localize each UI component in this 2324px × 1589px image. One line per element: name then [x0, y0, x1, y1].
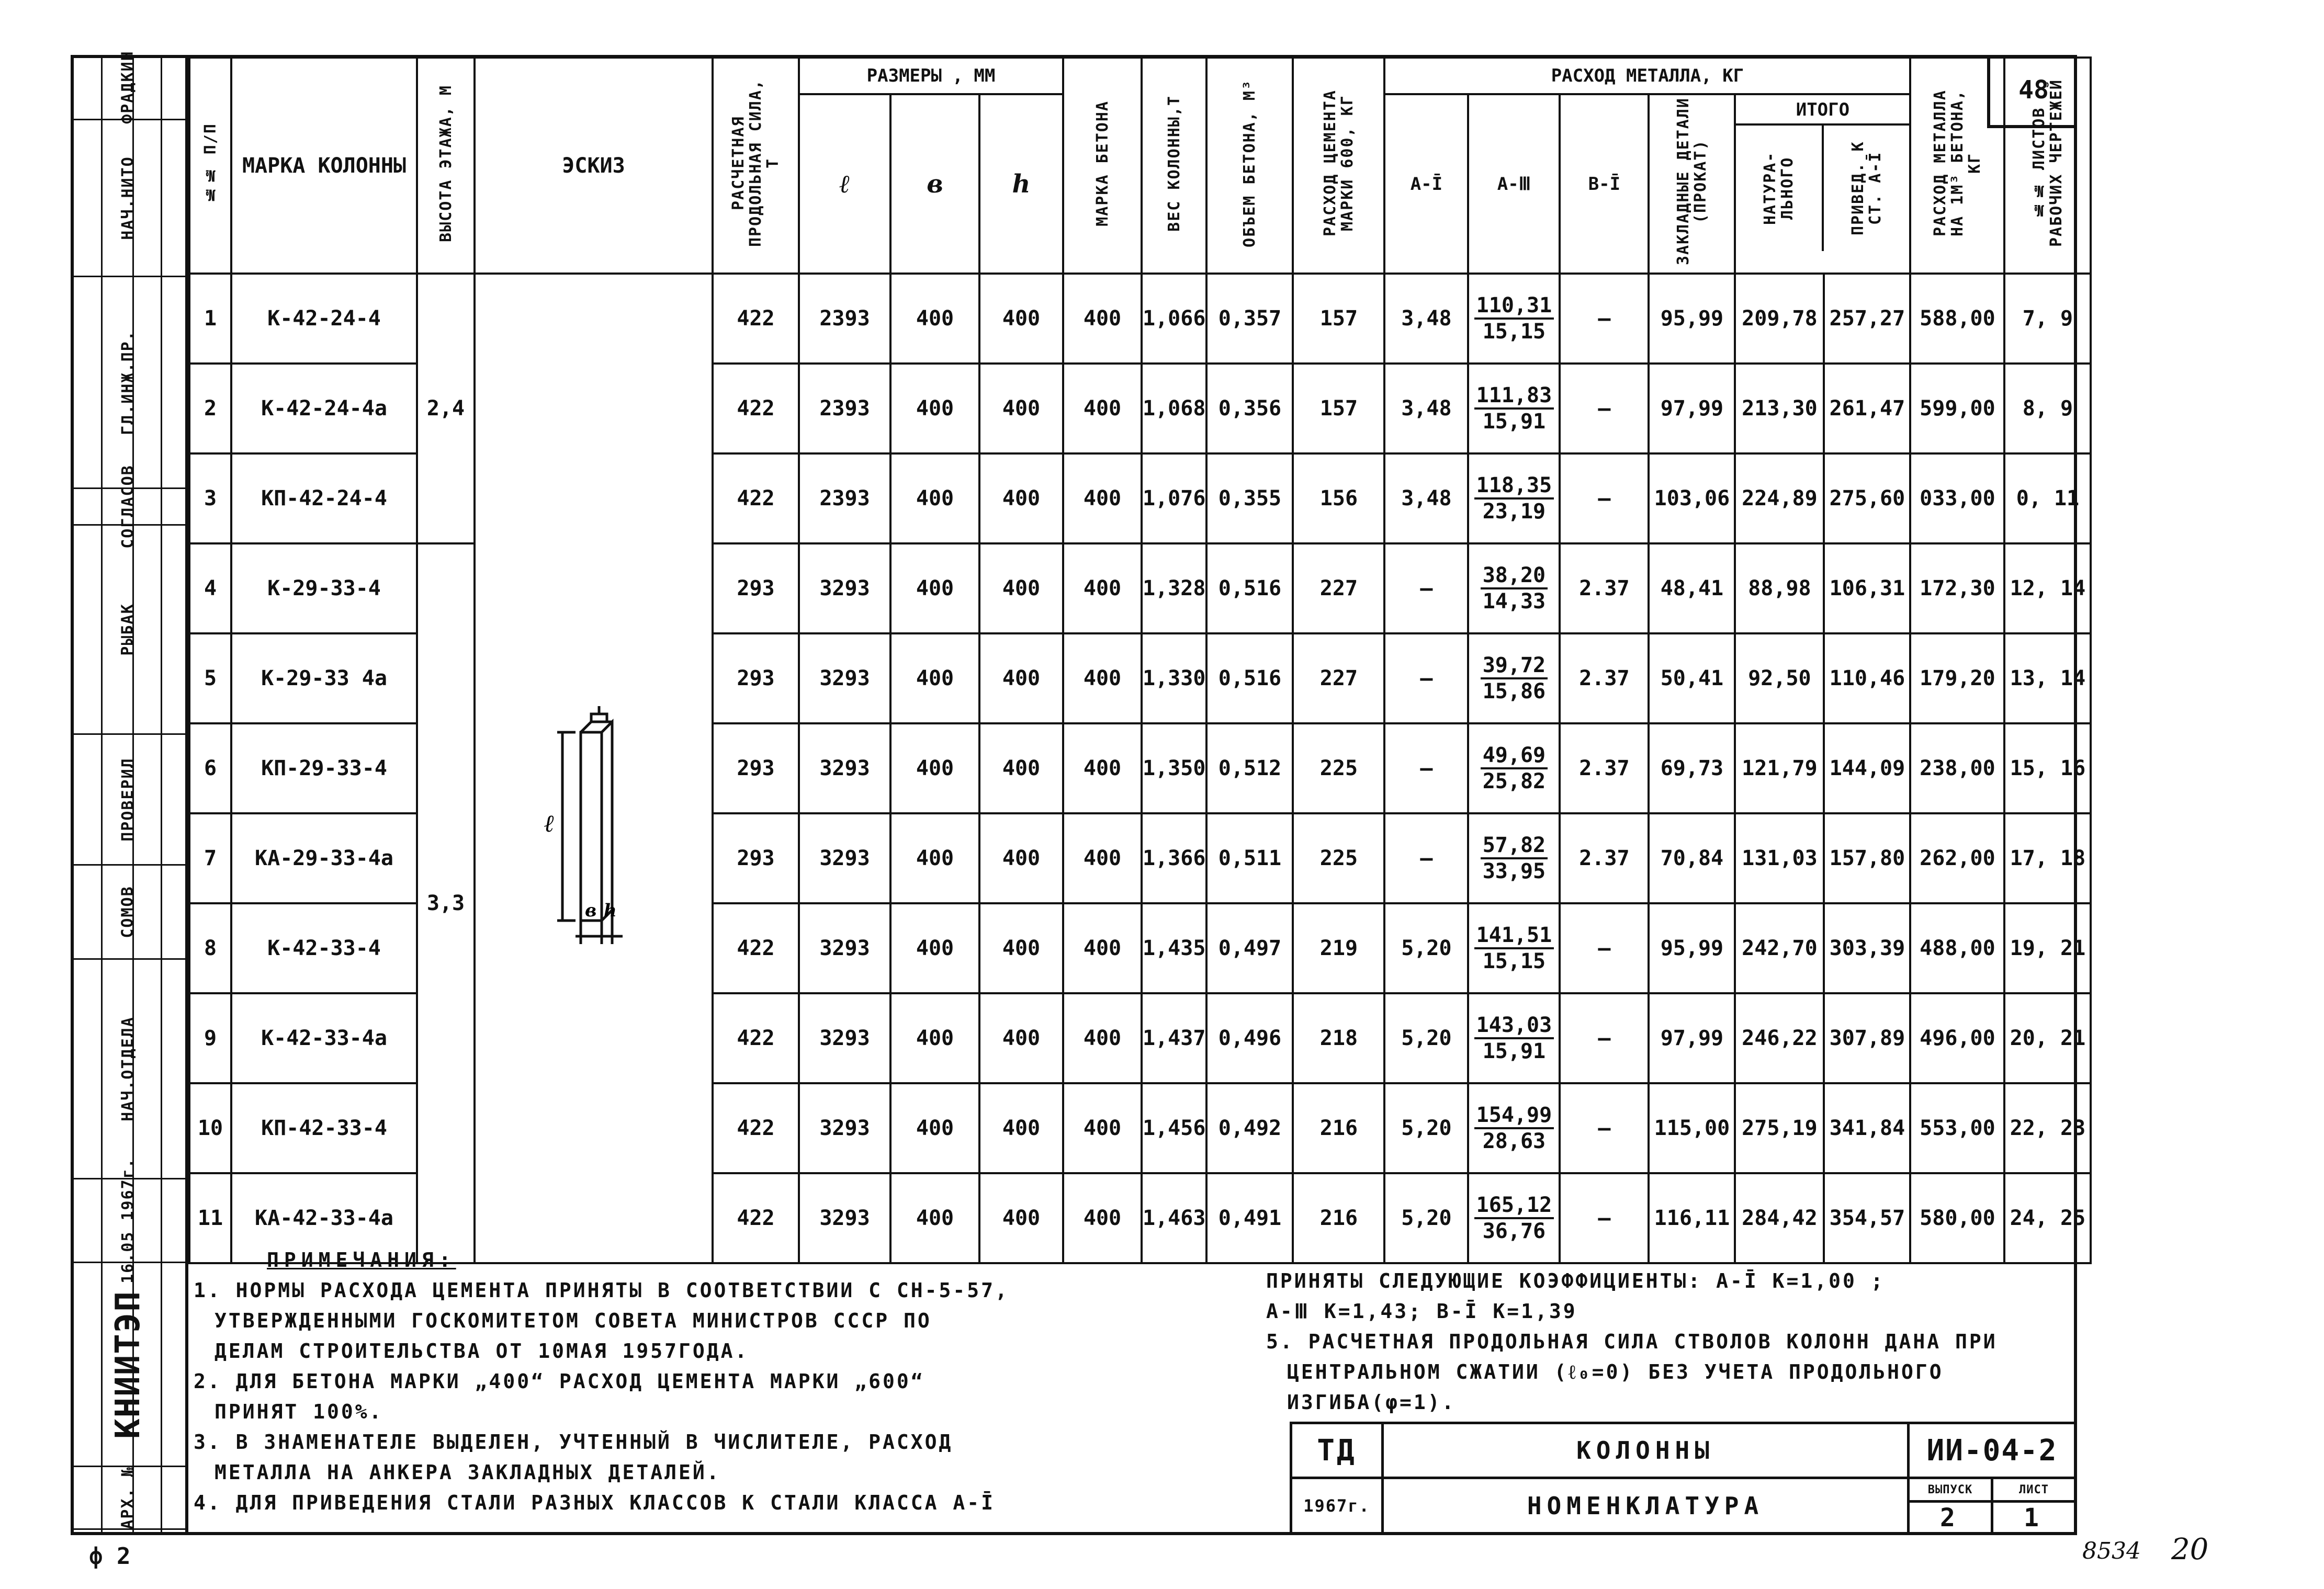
cell-b1: — [1560, 1083, 1649, 1173]
cell-h: 400 [979, 723, 1063, 813]
note-line: ЦЕНТРАЛЬНОМ СЖАТИИ (ℓ₀=0) БЕЗ УЧЕТА ПРОДОЛЬНОГО [1287, 1360, 1944, 1383]
cell-b: 400 [890, 543, 979, 633]
a3-numerator: 38,20 [1481, 563, 1548, 589]
col-total-header: ИТОГО НАТУРА-ЛЬНОГО ПРИВЕД. К СТ. А-Ī [1735, 94, 1910, 274]
cell-a3 [1468, 274, 1560, 364]
cell-a1: 5,20 [1384, 1173, 1468, 1263]
a3-denominator: 23,19 [1482, 500, 1546, 524]
cell-a1: 5,20 [1384, 903, 1468, 993]
cell-emb: 116,11 [1649, 1173, 1735, 1263]
cell-a1: — [1384, 813, 1468, 903]
cell-nat: 88,98 [1735, 543, 1824, 633]
row-number: 2 [189, 364, 231, 453]
col-mark-header: МАРКА КОЛОННЫ [231, 58, 417, 274]
cell-l: 3293 [799, 1173, 890, 1263]
column-mark: К-29-33 4а [231, 633, 417, 723]
sketch-b-label: в [585, 900, 597, 921]
cell-conc: 400 [1063, 1173, 1142, 1263]
cell-a1: — [1384, 723, 1468, 813]
sketch-h-label: h [604, 900, 617, 921]
cell-l: 2393 [799, 453, 890, 543]
cell-emb: 115,00 [1649, 1083, 1735, 1173]
note-line: 5. РАСЧЕТНАЯ ПРОДОЛЬНАЯ СИЛА СТВОЛОВ КОЛОНН ДАНА ПРИ [1266, 1330, 1998, 1353]
cell-emb: 70,84 [1649, 813, 1735, 903]
cell-b1: — [1560, 453, 1649, 543]
a3-denominator: 15,15 [1482, 320, 1546, 344]
column-mark: К-42-33-4 [231, 903, 417, 993]
cell-c: 227 [1293, 633, 1384, 723]
row-number: 4 [189, 543, 231, 633]
a3-numerator: 111,83 [1474, 383, 1554, 410]
cell-a1: — [1384, 543, 1468, 633]
sketch-l-label: ℓ [544, 809, 555, 837]
note-line: 3. В ЗНАМЕНАТЕЛЕ ВЫДЕЛЕН, УЧТЕННЫЙ В ЧИСЛИТЕЛЕ, РАСХОД [194, 1431, 953, 1454]
row-number: 8 [189, 903, 231, 993]
cell-red: 144,09 [1824, 723, 1910, 813]
row-number: 9 [189, 993, 231, 1083]
note-line: ДЕЛАМ СТРОИТЕЛЬСТВА ОТ 10МАЯ 1957ГОДА. [215, 1340, 749, 1363]
cell-a1: 3,48 [1384, 274, 1468, 364]
a3-denominator: 15,91 [1482, 1039, 1546, 1063]
cell-emb: 69,73 [1649, 723, 1735, 813]
cell-b1: 2.37 [1560, 723, 1649, 813]
note-line: 1. НОРМЫ РАСХОДА ЦЕМЕНТА ПРИНЯТЫ В СООТВЕТСТВИИ С СН-5-57, [194, 1279, 1009, 1302]
cell-c: 216 [1293, 1173, 1384, 1263]
row-number: 3 [189, 453, 231, 543]
cell-force: 422 [713, 1083, 799, 1173]
cell-red: 354,57 [1824, 1173, 1910, 1263]
cell-sh: 12, 14 [2004, 543, 2091, 633]
a3-numerator: 57,82 [1481, 833, 1548, 859]
col-concrete-header: МАРКА БЕТОНА [1063, 58, 1142, 274]
cell-b: 400 [890, 903, 979, 993]
cell-red: 106,31 [1824, 543, 1910, 633]
cell-w: 1,463 [1142, 1173, 1206, 1263]
cell-red: 157,80 [1824, 813, 1910, 903]
a3-denominator: 15,15 [1482, 949, 1546, 973]
row-number: 6 [189, 723, 231, 813]
cell-c: 219 [1293, 903, 1384, 993]
cell-b: 400 [890, 1083, 979, 1173]
cell-force: 293 [713, 543, 799, 633]
tb-title1: КОЛОННЫ [1381, 1422, 1910, 1479]
a3-denominator: 33,95 [1482, 859, 1546, 883]
col-h-header: h [979, 94, 1063, 274]
tb-vyp-label: ВЫПУСК [1907, 1477, 1993, 1503]
strip-role: НАЧ.НИТО [119, 156, 137, 240]
cell-m3: 588,00 [1910, 274, 2004, 364]
col-embedded-header: ЗАКЛАДНЫЕ ДЕТАЛИ (ПРОКАТ) [1649, 94, 1735, 274]
cell-force: 422 [713, 274, 799, 364]
cell-v: 0,496 [1206, 993, 1293, 1083]
cell-conc: 400 [1063, 543, 1142, 633]
cell-w: 1,076 [1142, 453, 1206, 543]
cell-sh: 0, 11 [2004, 453, 2091, 543]
cell-a1: 5,20 [1384, 993, 1468, 1083]
cell-sh: 8, 9 [2004, 364, 2091, 453]
cell-a3 [1468, 543, 1560, 633]
col-b1-header: В-Ī [1560, 94, 1649, 274]
cell-h: 400 [979, 274, 1063, 364]
floor-height: 3,3 [417, 543, 475, 1263]
cell-c: 216 [1293, 1083, 1384, 1173]
cell-w: 1,366 [1142, 813, 1206, 903]
cell-v: 0,516 [1206, 633, 1293, 723]
tb-year: 1967г. [1290, 1477, 1384, 1535]
title-strip [71, 50, 188, 1535]
cell-sh: 19, 21 [2004, 903, 2091, 993]
strip-role: ГЛ.ИНЖ.ПР. [119, 330, 137, 435]
row-number: 1 [189, 274, 231, 364]
col-dims-header: РАЗМЕРЫ , ММ [799, 58, 1063, 94]
cell-b1: — [1560, 993, 1649, 1083]
cell-v: 0,511 [1206, 813, 1293, 903]
cell-conc: 400 [1063, 274, 1142, 364]
col-natural-header: НАТУРА-ЛЬНОГО [1761, 151, 1797, 225]
cell-b: 400 [890, 1173, 979, 1263]
strip-date: 16.05 1967г. [119, 1157, 137, 1284]
cell-l: 3293 [799, 1083, 890, 1173]
title-block [1290, 1422, 2077, 1535]
cell-m3: 553,00 [1910, 1083, 2004, 1173]
cell-h: 400 [979, 813, 1063, 903]
cell-l: 2393 [799, 364, 890, 453]
cell-nat: 92,50 [1735, 633, 1824, 723]
cell-red: 307,89 [1824, 993, 1910, 1083]
cell-h: 400 [979, 633, 1063, 723]
col-num-header: №№ П/П [189, 58, 231, 274]
cell-h: 400 [979, 364, 1063, 453]
cell-b1: 2.37 [1560, 633, 1649, 723]
cell-a3 [1468, 633, 1560, 723]
a3-numerator: 110,31 [1474, 293, 1554, 320]
cell-w: 1,328 [1142, 543, 1206, 633]
a3-numerator: 141,51 [1474, 923, 1554, 949]
cell-sh: 24, 25 [2004, 1173, 2091, 1263]
cell-m3: 238,00 [1910, 723, 2004, 813]
cell-nat: 275,19 [1735, 1083, 1824, 1173]
cell-m3: 262,00 [1910, 813, 2004, 903]
cell-b: 400 [890, 813, 979, 903]
cell-force: 422 [713, 364, 799, 453]
cell-conc: 400 [1063, 453, 1142, 543]
cell-b: 400 [890, 723, 979, 813]
column-mark: КП-29-33-4 [231, 723, 417, 813]
cell-l: 3293 [799, 723, 890, 813]
cell-sh: 13, 14 [2004, 633, 2091, 723]
cell-h: 400 [979, 1173, 1063, 1263]
cell-a1: 3,48 [1384, 364, 1468, 453]
col-weight-header: ВЕС КОЛОННЫ,Т [1142, 58, 1206, 274]
column-mark: К-29-33-4 [231, 543, 417, 633]
strip-role: РЫБАК [119, 603, 137, 656]
cell-red: 110,46 [1824, 633, 1910, 723]
cell-h: 400 [979, 543, 1063, 633]
cell-h: 400 [979, 453, 1063, 543]
strip-arch: АРХ. № [119, 1466, 137, 1529]
tb-code: ИИ-04-2 [1907, 1422, 2077, 1479]
col-cement-header: РАСХОД ЦЕМЕНТА МАРКИ 600, КГ [1293, 58, 1384, 274]
tb-sheet: 1 [1991, 1500, 2077, 1535]
cell-a3 [1468, 723, 1560, 813]
column-mark: К-42-24-4 [231, 274, 417, 364]
cell-conc: 400 [1063, 633, 1142, 723]
cell-nat: 284,42 [1735, 1173, 1824, 1263]
cell-sh: 17, 18 [2004, 813, 2091, 903]
tb-td: ТД [1290, 1422, 1384, 1479]
a3-numerator: 143,03 [1474, 1013, 1554, 1039]
cell-conc: 400 [1063, 993, 1142, 1083]
cell-force: 422 [713, 453, 799, 543]
note-line: А-Ⅲ К=1,43; В-Ī К=1,39 [1266, 1300, 1577, 1323]
cell-v: 0,355 [1206, 453, 1293, 543]
a3-denominator: 14,33 [1482, 589, 1546, 614]
cell-w: 1,068 [1142, 364, 1206, 453]
page-index: 20 [2171, 1533, 2209, 1567]
col-force-header: РАСЧЕТНАЯ ПРОДОЛЬНАЯ СИЛА, Т [713, 58, 799, 274]
table-row [189, 274, 2091, 364]
col-perm3-header: РАСХОД МЕТАЛЛА НА 1М³ БЕТОНА, КГ [1910, 58, 2004, 274]
cell-c: 227 [1293, 543, 1384, 633]
cell-red: 303,39 [1824, 903, 1910, 993]
col-a1-header: А-Ī [1384, 94, 1468, 274]
cell-emb: 103,06 [1649, 453, 1735, 543]
archive-number: 8534 [2082, 1538, 2141, 1564]
cell-conc: 400 [1063, 364, 1142, 453]
cell-red: 261,47 [1824, 364, 1910, 453]
cell-sh: 22, 23 [2004, 1083, 2091, 1173]
cell-nat: 131,03 [1735, 813, 1824, 903]
notes-title: ПРИМЕЧАНИЯ: [267, 1248, 456, 1272]
cell-a1: 3,48 [1384, 453, 1468, 543]
cell-a3 [1468, 364, 1560, 453]
cell-conc: 400 [1063, 813, 1142, 903]
cell-c: 157 [1293, 364, 1384, 453]
cell-sh: 7, 9 [2004, 274, 2091, 364]
cell-a3 [1468, 1083, 1560, 1173]
column-sketch [534, 701, 670, 952]
cell-m3: 488,00 [1910, 903, 2004, 993]
cell-v: 0,492 [1206, 1083, 1293, 1173]
bottom-left-mark: ф 2 [89, 1543, 131, 1570]
cell-force: 422 [713, 903, 799, 993]
cell-a3 [1468, 1173, 1560, 1263]
cell-c: 225 [1293, 813, 1384, 903]
cell-b1: — [1560, 1173, 1649, 1263]
a3-denominator: 28,63 [1482, 1129, 1546, 1153]
row-number: 11 [189, 1173, 231, 1263]
a3-denominator: 25,82 [1482, 769, 1546, 793]
cell-emb: 97,99 [1649, 364, 1735, 453]
column-mark: К-42-33-4а [231, 993, 417, 1083]
page-number: 48 [2018, 75, 2049, 105]
cell-nat: 224,89 [1735, 453, 1824, 543]
cell-w: 1,437 [1142, 993, 1206, 1083]
cell-a1: 5,20 [1384, 1083, 1468, 1173]
cell-c: 218 [1293, 993, 1384, 1083]
cell-w: 1,330 [1142, 633, 1206, 723]
cell-force: 422 [713, 993, 799, 1083]
cell-a3 [1468, 453, 1560, 543]
a3-denominator: 15,91 [1482, 410, 1546, 434]
nomenclature-table [188, 56, 2092, 1264]
column-mark: КП-42-24-4 [231, 453, 417, 543]
note-line: ИЗГИБА(φ=1). [1287, 1391, 1456, 1414]
cell-l: 3293 [799, 903, 890, 993]
col-b-header: в [890, 94, 979, 274]
col-sheets-header: №№ ЛИСТОВ РАБОЧИХ ЧЕРТЕЖЕЙ [2004, 58, 2091, 274]
a3-numerator: 118,35 [1474, 473, 1554, 500]
strip-role: СОМОВ [119, 886, 137, 938]
cell-m3: 172,30 [1910, 543, 2004, 633]
cell-b: 400 [890, 633, 979, 723]
cell-emb: 95,99 [1649, 903, 1735, 993]
col-height-header: ВЫСОТА ЭТАЖА, М [417, 58, 475, 274]
a3-denominator: 15,86 [1482, 679, 1546, 703]
column-mark: К-42-24-4а [231, 364, 417, 453]
col-reduced-header: ПРИВЕД. К СТ. А-Ī [1848, 141, 1885, 236]
row-number: 7 [189, 813, 231, 903]
cell-a3 [1468, 993, 1560, 1083]
cell-m3: 599,00 [1910, 364, 2004, 453]
tb-sheet-label: ЛИСТ [1991, 1477, 2077, 1503]
note-line: ПРИНЯТЫ СЛЕДУЮЩИЕ КОЭФФИЦИЕНТЫ: А-Ī К=1,00 ; [1266, 1269, 1885, 1292]
cell-c: 157 [1293, 274, 1384, 364]
floor-height: 2,4 [417, 274, 475, 543]
strip-role: СОГЛАСОВ [119, 464, 137, 549]
cell-emb: 95,99 [1649, 274, 1735, 364]
note-line: МЕТАЛЛА НА АНКЕРА ЗАКЛАДНЫХ ДЕТАЛЕЙ. [215, 1461, 721, 1484]
cell-a3 [1468, 903, 1560, 993]
a3-denominator: 36,76 [1482, 1219, 1546, 1243]
cell-a1: — [1384, 633, 1468, 723]
cell-emb: 50,41 [1649, 633, 1735, 723]
cell-nat: 209,78 [1735, 274, 1824, 364]
cell-sh: 20, 21 [2004, 993, 2091, 1083]
cell-force: 293 [713, 723, 799, 813]
col-volume-header: ОБЪЕМ БЕТОНА, М³ [1206, 58, 1293, 274]
strip-org: КНИИТЭП [108, 1290, 148, 1439]
a3-numerator: 154,99 [1474, 1103, 1554, 1129]
column-mark: КА-29-33-4а [231, 813, 417, 903]
col-sketch-header: ЭСКИЗ [475, 58, 713, 274]
cell-v: 0,497 [1206, 903, 1293, 993]
cell-b1: 2.37 [1560, 813, 1649, 903]
cell-red: 341,84 [1824, 1083, 1910, 1173]
cell-force: 293 [713, 813, 799, 903]
cell-l: 3293 [799, 993, 890, 1083]
note-line: ПРИНЯТ 100%. [215, 1400, 383, 1423]
cell-v: 0,516 [1206, 543, 1293, 633]
cell-conc: 400 [1063, 1083, 1142, 1173]
cell-a3 [1468, 813, 1560, 903]
cell-l: 2393 [799, 274, 890, 364]
tb-title2: НОМЕНКЛАТУРА [1381, 1477, 1910, 1535]
cell-nat: 213,30 [1735, 364, 1824, 453]
cell-nat: 246,22 [1735, 993, 1824, 1083]
note-line: УТВЕРЖДЕННЫМИ ГОСКОМИТЕТОМ СОВЕТА МИНИСТРОВ СССР ПО [215, 1309, 932, 1332]
notes-right [1266, 1266, 1998, 1417]
cell-m3: 179,20 [1910, 633, 2004, 723]
row-number: 5 [189, 633, 231, 723]
note-line: 2. ДЛЯ БЕТОНА МАРКИ „400“ РАСХОД ЦЕМЕНТА МАРКИ „600“ [194, 1370, 925, 1393]
cell-b: 400 [890, 453, 979, 543]
cell-w: 1,350 [1142, 723, 1206, 813]
cell-w: 1,066 [1142, 274, 1206, 364]
cell-sh: 15, 16 [2004, 723, 2091, 813]
col-l-header: ℓ [799, 94, 890, 274]
cell-red: 275,60 [1824, 453, 1910, 543]
cell-b: 400 [890, 364, 979, 453]
notes-left [194, 1245, 1009, 1518]
cell-w: 1,435 [1142, 903, 1206, 993]
strip-top-label: ФРАДКИН [119, 50, 137, 124]
cell-c: 225 [1293, 723, 1384, 813]
cell-v: 0,512 [1206, 723, 1293, 813]
cell-force: 293 [713, 633, 799, 723]
cell-c: 156 [1293, 453, 1384, 543]
cell-m3: 496,00 [1910, 993, 2004, 1083]
cell-b1: — [1560, 274, 1649, 364]
cell-m3: 033,00 [1910, 453, 2004, 543]
tb-vyp: 2 [1907, 1500, 1993, 1535]
cell-nat: 242,70 [1735, 903, 1824, 993]
cell-b1: — [1560, 364, 1649, 453]
cell-b: 400 [890, 993, 979, 1083]
column-mark: КА-42-33-4а [231, 1173, 417, 1263]
cell-v: 0,491 [1206, 1173, 1293, 1263]
column-mark: КП-42-33-4 [231, 1083, 417, 1173]
a3-numerator: 165,12 [1474, 1193, 1554, 1219]
a3-numerator: 49,69 [1481, 743, 1548, 769]
cell-red: 257,27 [1824, 274, 1910, 364]
col-a3-header: А-Ⅲ [1468, 94, 1560, 274]
cell-l: 3293 [799, 633, 890, 723]
cell-h: 400 [979, 903, 1063, 993]
cell-b1: 2.37 [1560, 543, 1649, 633]
cell-h: 400 [979, 993, 1063, 1083]
col-metal-header: РАСХОД МЕТАЛЛА, КГ [1384, 58, 1910, 94]
a3-numerator: 39,72 [1481, 653, 1548, 679]
cell-l: 3293 [799, 543, 890, 633]
cell-emb: 48,41 [1649, 543, 1735, 633]
cell-b: 400 [890, 274, 979, 364]
cell-conc: 400 [1063, 903, 1142, 993]
cell-force: 422 [713, 1173, 799, 1263]
strip-role: НАЧ.ОТДЕЛА [119, 1016, 137, 1121]
cell-nat: 121,79 [1735, 723, 1824, 813]
cell-v: 0,357 [1206, 274, 1293, 364]
cell-l: 3293 [799, 813, 890, 903]
cell-h: 400 [979, 1083, 1063, 1173]
cell-v: 0,356 [1206, 364, 1293, 453]
cell-emb: 97,99 [1649, 993, 1735, 1083]
note-line: 4. ДЛЯ ПРИВЕДЕНИЯ СТАЛИ РАЗНЫХ КЛАССОВ К СТАЛИ КЛАССА А-Ī [194, 1491, 996, 1514]
strip-role: ПРОВЕРИЛ [119, 757, 137, 842]
cell-w: 1,456 [1142, 1083, 1206, 1173]
cell-b1: — [1560, 903, 1649, 993]
cell-m3: 580,00 [1910, 1173, 2004, 1263]
row-number: 10 [189, 1083, 231, 1173]
cell-conc: 400 [1063, 723, 1142, 813]
